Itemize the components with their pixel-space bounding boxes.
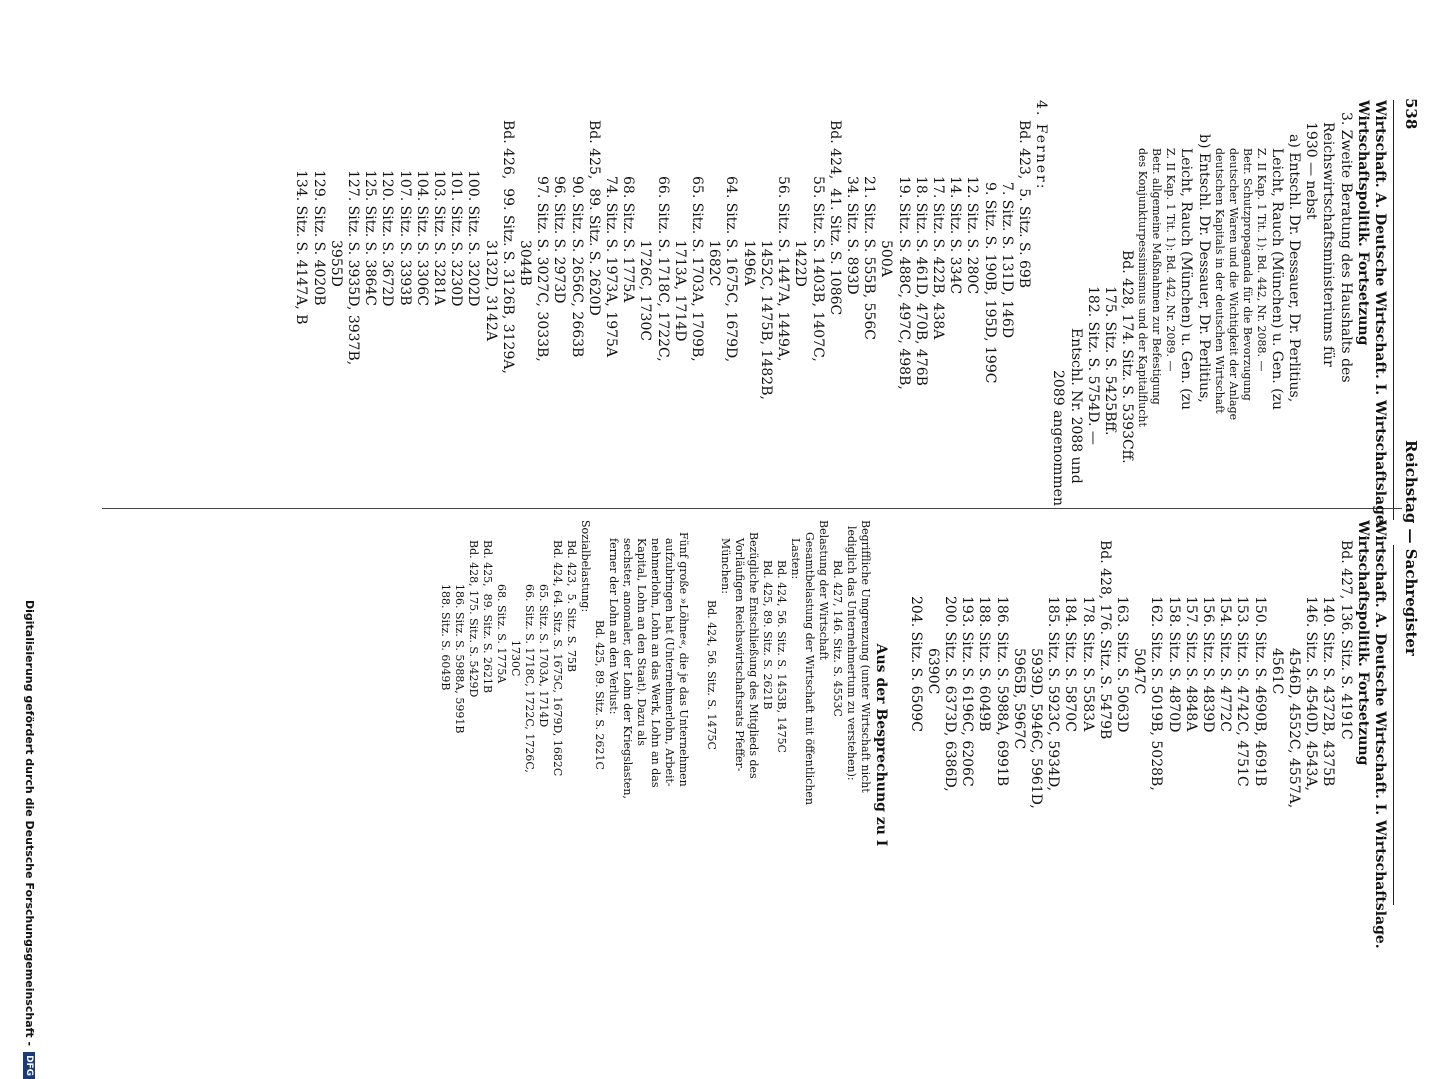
index-line: 186. Sitz. S. 5988A, 5991B — [452, 584, 466, 734]
index-line: Bd. 428, 174. Sitz. S. 5393Cff. — [1119, 250, 1136, 464]
index-line: 188. Sitz. S. 6049B — [976, 596, 993, 732]
index-line: 120. Sitz. S. 3672D — [379, 170, 396, 307]
index-line: a) Entschl. Dr. Dessauer, Dr. Perlitius, — [1285, 134, 1302, 403]
index-line: Z. II Kap. 1 Tit. 1): Bd. 442, Nr. 2089. — — [1164, 148, 1178, 372]
header-rule-right — [1393, 545, 1394, 905]
index-line: 156. Sitz. S. 4839D — [1199, 596, 1216, 733]
index-line: Leicht, Rauch (München) u. Gen. (zu — [1268, 148, 1285, 411]
index-line: Fünf große »Löhne«, die je das Unternehmen — [676, 532, 690, 787]
index-line: 182. Sitz. S. 5754D. — — [1084, 286, 1101, 445]
index-line: Begriffliche Umgrenzung (unter Wirtschaft nicht — [858, 520, 872, 793]
index-line: Betr. Schutzpropaganda für die Bevorzugung — [1240, 148, 1254, 401]
index-line: Belastung der Wirtschaft — [816, 520, 830, 660]
index-line: 90. Sitz. S. 2656C, 2663B — [568, 176, 585, 358]
index-line: 4561C — [1268, 648, 1285, 695]
index-line: lediglich das Unternehmertum zu verstehen): — [844, 526, 858, 781]
index-line: Lasten: — [788, 538, 802, 580]
index-line: 204. Sitz. S. 6509C — [907, 596, 924, 732]
index-line: 17. Sitz. S. 422B, 438A — [929, 176, 946, 340]
index-line: Bd. 427, 136. Sitz. S. 4191C — [1337, 540, 1354, 740]
index-line: 1930 — nebst — [1303, 122, 1320, 220]
index-line: 162. Sitz. S. 5019B, 5028B, — [1148, 596, 1165, 791]
index-line: sechster, anomaler, der Lohn der Kriegslasten, — [620, 538, 634, 799]
index-line: 3132D, 3142A — [482, 240, 499, 341]
index-line: Bd. 424, 56. Sitz. S. 1475C — [704, 600, 718, 750]
index-line — [690, 520, 704, 970]
index-line: 65. Sitz. S. 1703A, 1714D — [536, 584, 550, 728]
index-line: 1496A — [740, 240, 757, 286]
index-line: 1726C, 1730C — [637, 240, 654, 342]
index-line: 64. Sitz. S. 1675C, 1679D, — [723, 176, 740, 363]
index-line: deutschen Kapitals in der deutschen Wirtschaft — [1212, 148, 1226, 414]
index-line: 66. Sitz. S. 1718C, 1722C, — [654, 176, 671, 362]
index-line: München: — [718, 538, 732, 594]
index-line: des Konjunkturpessimismus und der Kapitalflucht — [1136, 148, 1150, 427]
index-line — [889, 520, 906, 970]
footer-text: Digitalisierung gefördert durch die Deutsche Forschungsgemeinschaft - — [23, 600, 36, 1047]
index-line: Bd. 425, 89. Sitz. S. 2621B — [480, 540, 494, 694]
index-line: 100. Sitz. S. 3202D — [465, 170, 482, 307]
index-line: aufzubringen hat (Unternehmerlohn, Arbeit- — [662, 538, 676, 787]
left-column — [292, 100, 1388, 570]
index-line: ferner der Lohn an den Verlust: — [606, 538, 620, 715]
index-line: 4. Ferner: — [1033, 100, 1050, 191]
digitization-footer — [23, 600, 36, 1079]
index-line: 68. Sitz. S. 1775A — [620, 176, 637, 303]
index-line: Wirtschaftspolitik. Fortsetzung — [1354, 520, 1371, 766]
index-line: 1713A, 1714D — [671, 240, 688, 342]
dfg-logo: DFG — [23, 1052, 35, 1079]
index-line: 178. Sitz. S. 5583A — [1079, 596, 1096, 732]
index-line: 163. Sitz. S. 5063D — [1113, 596, 1130, 733]
index-line: 4546D, 4552C, 4557A, — [1285, 648, 1302, 809]
index-line: 127. Sitz. S. 3935D, 3937B, — [345, 170, 362, 366]
index-line: Vorläufigen Reichswirtschaftsrats Pfeffer- — [732, 538, 746, 772]
index-line: 175. Sitz. S. 5425Bff. — [1101, 286, 1118, 436]
index-line: Wirtschaftspolitik. Fortsetzung — [1354, 100, 1371, 346]
index-line: Bd. 427, 146. Sitz. S. 4553C — [830, 560, 844, 717]
page-title: Reichstag — Sachregister — [1402, 440, 1420, 656]
index-line: Bd. 425, 89. Sitz. S. 2621B — [760, 560, 774, 710]
index-line: 66. Sitz. S. 1718C, 1722C, 1726C, — [522, 584, 536, 773]
header-rule-left — [1393, 100, 1394, 520]
index-line: b) Entschl. Dr. Dessauer, Dr. Perlitius, — [1195, 134, 1212, 403]
index-line: Bd. 424, 56. Sitz. S. 1453B, 1475C — [774, 560, 788, 753]
index-line: Bd. 424, 64. Sitz. S. 1675C, 1679D, 1682C — [550, 540, 564, 777]
index-line: Bd. 428, 176. Sitz. S. 5479B — [1096, 540, 1113, 740]
index-line: deutscher Waren und die Wichtigkeit der Anlage — [1226, 148, 1240, 421]
index-line: Sozialbelastung: — [578, 520, 592, 613]
index-line: 34. Sitz. S. 893D — [843, 176, 860, 295]
index-line: 200. Sitz. S. 6373D, 6386D, — [941, 596, 958, 792]
index-line: Bd. 425, 89. Sitz. S. 2620D — [585, 120, 602, 316]
index-line: 74. Sitz. S. 1973A, 1975A — [603, 176, 620, 358]
index-line: 500A — [878, 240, 895, 277]
index-line: 21. Sitz. S. 555B, 556C — [861, 176, 878, 341]
index-line: 186. Sitz. S. 5988A, 6991B — [993, 596, 1010, 787]
index-line: 7. Sitz. S. 131D, 146D — [998, 182, 1015, 339]
index-line: 107. Sitz. S. 3393B — [396, 170, 413, 306]
index-line: Wirtschaft. A. Deutsche Wirtschaft. I. Wirtschaftslage. — [1372, 520, 1388, 949]
index-line: 68. Sitz. S. 1775A — [494, 584, 508, 684]
index-line: Z. II Kap. 1 Tit. 1): Bd. 442, Nr. 2088. — — [1254, 148, 1268, 372]
index-line: Bezügliche Entschließung des Mitglieds des — [746, 532, 760, 779]
index-line: Bd. 423, 5. Sitz. S. 69B — [1015, 120, 1032, 289]
index-line: 188. Sitz. S. 6049B — [438, 584, 452, 691]
index-line: Bd. 425, 89. Sitz. S. 2621C — [592, 620, 606, 770]
index-line: 150. Sitz. S. 4690B, 4691B — [1251, 596, 1268, 787]
index-line: 14. Sitz. S. 334C — [947, 176, 964, 295]
index-line: 140. Sitz. S. 4372B, 4375B — [1320, 596, 1337, 787]
index-line: 157. Sitz. S. 4848A — [1182, 596, 1199, 732]
index-line: 65. Sitz. S. 1703A, 1709B, — [689, 176, 706, 362]
page-number: 538 — [1402, 98, 1420, 130]
index-line: 1422D — [792, 240, 809, 287]
index-line: Bd. 426, 99. Sitz. S. 3126B, 3129A, — [499, 120, 516, 374]
index-line: 18. Sitz. S. 461D, 470B, 476B — [912, 176, 929, 386]
index-line: 1730C — [508, 640, 522, 677]
index-line: 3044B — [517, 240, 534, 286]
index-line: 1682C — [706, 240, 723, 287]
index-line: 19. Sitz. S. 488C, 497C, 498B, — [895, 176, 912, 390]
index-line: Gesamtbelastung der Wirtschaft mit öffentlichen — [802, 532, 816, 805]
index-line: 3955D — [327, 240, 344, 287]
index-line: nehmerlohn, Lohn an das Werk, Lohn an das — [648, 538, 662, 788]
index-line: 158. Sitz. S. 4870D — [1165, 596, 1182, 733]
index-line: 104. Sitz. S. 3306C — [413, 170, 430, 306]
index-line: 185. Sitz. S. 5923C, 5934D, — [1045, 596, 1062, 792]
index-line: Bd. 424, 41. Sitz. S. 1086C — [826, 120, 843, 316]
index-line: 5965B, 5967C — [1010, 648, 1027, 750]
index-line: 5939D, 5946C, 5961D, — [1027, 648, 1044, 809]
index-line: Entschl. Nr. 2088 und — [1067, 328, 1084, 484]
index-line: Reichswirtschaftsministeriums für — [1320, 122, 1337, 367]
index-line: 154. Sitz. S. 4772C — [1217, 596, 1234, 732]
index-line: 55. Sitz. S. 1403B, 1407C, — [809, 176, 826, 362]
index-line: 134. Sitz. S. 4147A, B — [293, 170, 310, 325]
index-line: Bd. 423, 5. Sitz. S. 75B — [564, 540, 578, 673]
index-line: 56. Sitz. S. 1447A, 1449A, — [775, 176, 792, 362]
index-line: Kapital, Lohn an den Staat). Dazu als — [634, 538, 648, 746]
index-line: 125. Sitz. S. 3864C — [362, 170, 379, 306]
index-line: 96. Sitz. S. 2973D — [551, 176, 568, 304]
index-line: 129. Sitz. S. 4020B — [310, 170, 327, 306]
index-line: 5047C — [1131, 648, 1148, 695]
index-line: 2089 angenommen — [1050, 370, 1067, 506]
index-line: 103. Sitz. S. 3281A — [431, 170, 448, 306]
index-line: Wirtschaft. A. Deutsche Wirtschaft. I. Wirtschaftslage. — [1372, 100, 1388, 529]
index-line: Betr. allgemeine Maßnahmen zur Befestigung — [1150, 148, 1164, 405]
index-line: 184. Sitz. S. 5870C — [1062, 596, 1079, 732]
index-line: 146. Sitz. S. 4540D, 4543A, — [1303, 596, 1320, 792]
index-line: 101. Sitz. S. 3230D — [448, 170, 465, 307]
index-line: Aus der Besprechung zu I — [873, 643, 890, 847]
index-line: 193. Sitz. S. 6196C, 6206C — [959, 596, 976, 787]
index-line: Leicht, Rauch (München) u. Gen. (zu — [1178, 148, 1195, 411]
index-line: 9. Sitz. S. 190B, 195D, 199C — [981, 182, 998, 384]
index-line: 1452C, 1475B, 1482B, — [757, 240, 774, 400]
index-line: 153. Sitz. S. 4742C, 4751C — [1234, 596, 1251, 787]
index-line: 12. Sitz. S. 280C — [964, 176, 981, 295]
index-line: Bd. 428, 175. Sitz. S. 5429D — [466, 540, 480, 698]
right-column — [438, 520, 1388, 970]
index-line: 97. Sitz. S. 3027C, 3033B, — [534, 176, 551, 362]
index-line: 6390C — [924, 648, 941, 695]
index-line: 3. Zweite Beratung des Haushalts des — [1337, 112, 1354, 383]
